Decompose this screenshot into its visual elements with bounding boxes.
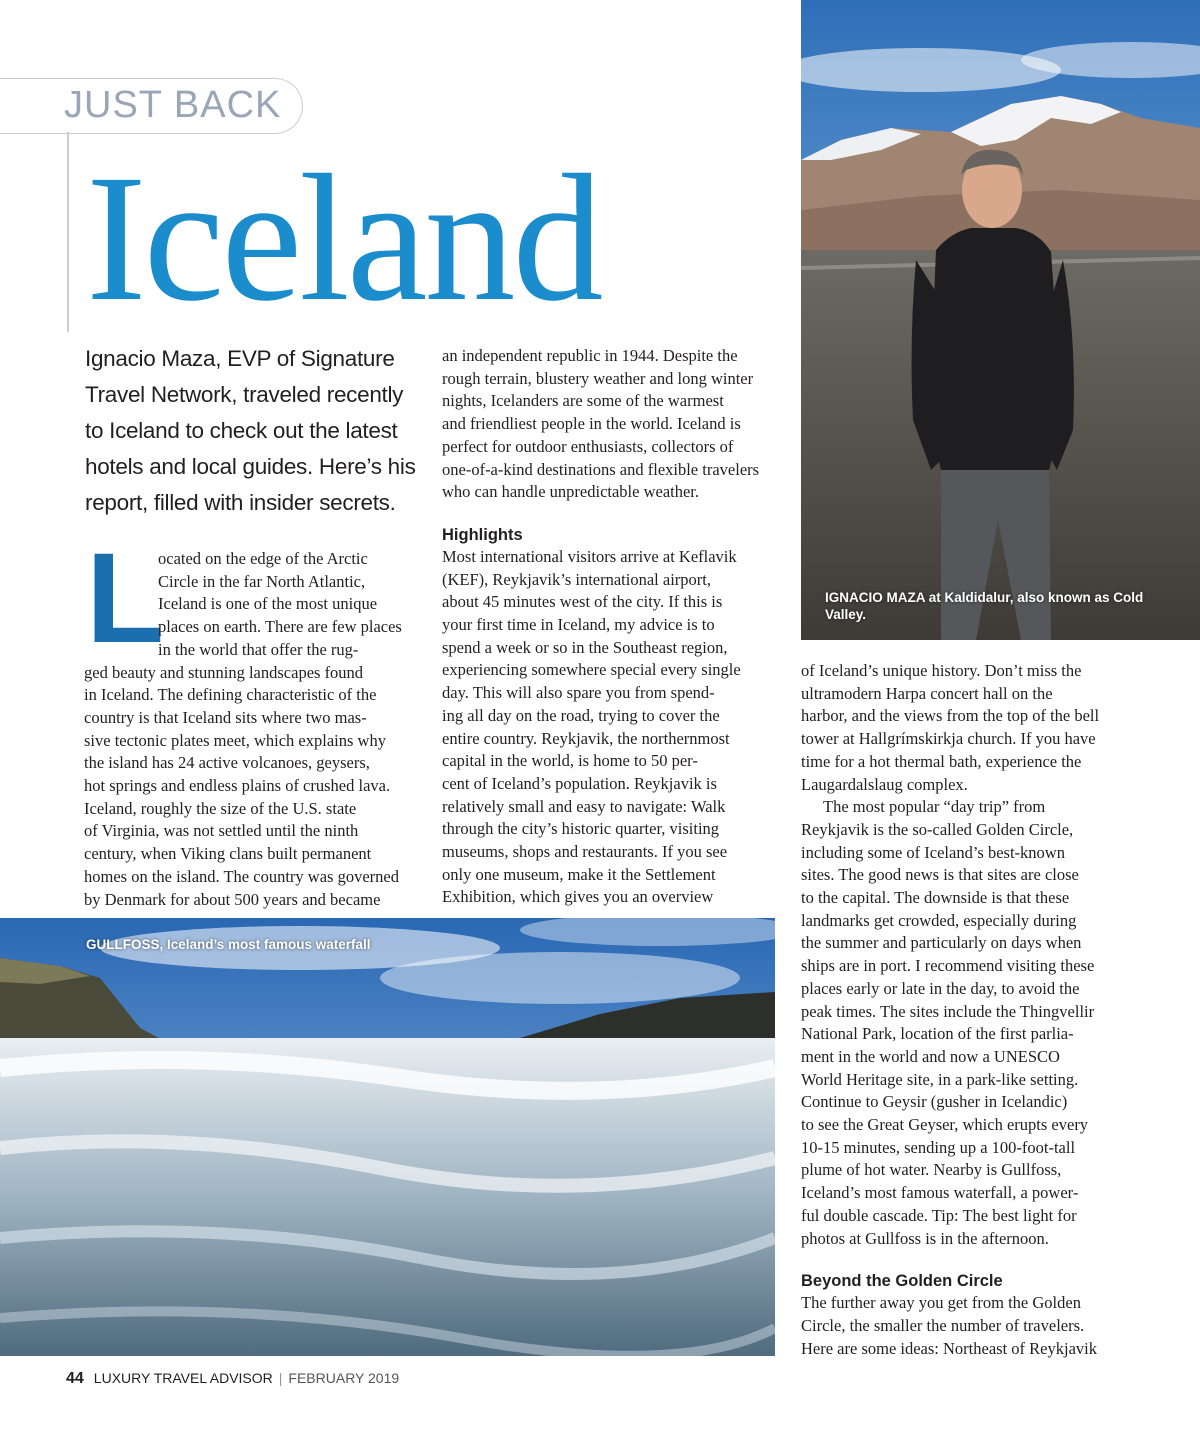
body-line: rough terrain, blustery weather and long winter	[442, 368, 754, 388]
body-line: nights, Icelanders are some of the warmest	[442, 391, 724, 411]
article-title: Iceland	[86, 138, 601, 339]
body-line: Most international visitors arrive at Keflavik	[442, 546, 737, 566]
deck-line: to Iceland to check out the latest	[85, 418, 398, 443]
body-line: perfect for outdoor enthusiasts, collectors of	[442, 436, 734, 456]
body-line: entire country. Reykjavik, the northernmost	[442, 728, 730, 748]
deck-line: Ignacio Maza, EVP of Signature	[85, 346, 395, 371]
body-line: an independent republic in 1944. Despite the	[442, 346, 738, 365]
footer-separator: |	[278, 1370, 283, 1386]
body-line: tower at Hallgrímskirkja church. If you have	[801, 729, 1096, 749]
page-number: 44	[66, 1370, 84, 1387]
body-line: the island has 24 active volcanoes, geysers,	[84, 753, 370, 773]
subhead-beyond-golden-circle: Beyond the Golden Circle	[801, 1272, 1003, 1291]
body-line: who can handle unpredictable weather.	[442, 482, 700, 502]
photo-ignacio-maza-image	[801, 0, 1200, 640]
photo-gullfoss-image	[0, 918, 775, 1356]
body-line: hot springs and endless plains of crushed lava.	[84, 776, 391, 796]
body-line: Laugardalslaug complex.	[801, 774, 968, 794]
body-line: peak times. The sites include the Thingvellir	[801, 1001, 1095, 1021]
body-line: Iceland’s most famous waterfall, a power-	[801, 1183, 1079, 1203]
body-line: 10-15 minutes, sending up a 100-foot-tall	[801, 1137, 1076, 1157]
photo-ignacio-maza	[801, 0, 1200, 640]
body-line: about 45 minutes west of the city. If this is	[442, 592, 723, 612]
body-line: Circle, the smaller the number of travelers.	[801, 1315, 1085, 1335]
body-line: century, when Viking clans built permanent	[84, 844, 372, 864]
body-line: one-of-a-kind destinations and flexible travelers	[442, 459, 760, 479]
body-line: ocated on the edge of the Arctic	[158, 549, 368, 568]
body-line: country is that Iceland sits where two mas-	[84, 707, 367, 727]
body-line: spend a week or so in the Southeast region,	[442, 637, 728, 657]
body-line: capital in the world, is home to 50 per-	[442, 751, 698, 771]
body-line: in the world that offer the rug-	[158, 639, 359, 659]
body-line: relatively small and easy to navigate: Walk	[442, 796, 726, 816]
article-deck	[85, 341, 425, 521]
issue-date: FEBRUARY 2019	[288, 1370, 400, 1386]
deck-line: Travel Network, traveled recently	[85, 382, 404, 407]
body-line: The further away you get from the Golden	[801, 1293, 1081, 1313]
body-line: places early or late in the day, to avoid the	[801, 978, 1080, 998]
body-line: National Park, location of the first parlia-	[801, 1024, 1074, 1044]
photo-gullfoss	[0, 918, 775, 1356]
body-line: only one museum, make it the Settlement	[442, 864, 716, 884]
body-line: of Virginia, was not settled until the ninth	[84, 821, 359, 841]
body-line: Reykjavik is the so-called Golden Circle,	[801, 819, 1074, 839]
body-column-3	[801, 660, 1141, 1360]
caption-ignacio-maza: IGNACIO MAZA at Kaldidalur, also known as Cold Valley.	[825, 590, 1144, 622]
body-line: your first time in Iceland, my advice is to	[442, 615, 715, 635]
body-line: of Iceland’s unique history. Don’t miss the	[801, 661, 1082, 680]
body-line: World Heritage site, in a park-like setting.	[801, 1069, 1079, 1089]
body-line: including some of Iceland’s best-known	[801, 842, 1065, 862]
drop-cap: L	[86, 527, 165, 670]
body-line: sive tectonic plates meet, which explains why	[84, 730, 386, 750]
body-line: to see the Great Geyser, which erupts every	[801, 1115, 1089, 1135]
body-line: Circle in the far North Atlantic,	[158, 571, 366, 591]
body-line: Exhibition, which gives you an overview	[442, 887, 714, 907]
body-line: Iceland, roughly the size of the U.S. state	[84, 798, 357, 818]
caption-gullfoss: GULLFOSS, Iceland’s most famous waterfall	[86, 937, 371, 952]
body-line: Here are some ideas: Northeast of Reykjavik	[801, 1338, 1097, 1358]
body-line: day. This will also spare you from spend-	[442, 683, 715, 703]
body-line: museums, shops and restaurants. If you see	[442, 842, 728, 862]
page-footer	[66, 1369, 399, 1388]
body-line: ultramodern Harpa concert hall on the	[801, 683, 1053, 703]
body-line: sites. The good news is that sites are close	[801, 865, 1079, 885]
body-line: ged beauty and stunning landscapes found	[84, 662, 364, 682]
body-line: homes on the island. The country was governed	[84, 866, 399, 886]
body-line: Iceland is one of the most unique	[158, 594, 378, 614]
body-line: to the capital. The downside is that these	[801, 888, 1070, 908]
body-line: (KEF), Reykjavik’s international airport,	[442, 569, 711, 589]
section-label: JUST BACK	[64, 84, 282, 126]
body-line: places on earth. There are few places	[158, 617, 402, 637]
body-column-1	[84, 527, 414, 911]
body-line: through the city’s historic quarter, visiting	[442, 819, 720, 839]
body-line: The most popular “day trip” from	[823, 797, 1046, 817]
body-line: and friendliest people in the world. Iceland is	[442, 414, 741, 434]
body-line: in Iceland. The defining characteristic of the	[84, 685, 377, 705]
body-column-2	[442, 345, 772, 909]
body-line: ships are in port. I recommend visiting these	[801, 956, 1095, 976]
body-line: Continue to Geysir (gusher in Icelandic)	[801, 1092, 1068, 1112]
body-line: ment in the world and now a UNESCO	[801, 1046, 1060, 1066]
deck-line: hotels and local guides. Here’s his	[85, 454, 416, 479]
title-rule	[67, 132, 69, 332]
body-line: photos at Gullfoss is in the afternoon.	[801, 1228, 1049, 1248]
body-line: plume of hot water. Nearby is Gullfoss,	[801, 1160, 1062, 1180]
deck-line: report, filled with insider secrets.	[85, 490, 396, 515]
subhead-highlights: Highlights	[442, 525, 523, 544]
body-line: time for a hot thermal bath, experience the	[801, 751, 1082, 771]
body-line: experiencing somewhere special every single	[442, 660, 741, 680]
body-line: ing all day on the road, trying to cover the	[442, 705, 720, 725]
body-line: landmarks get crowded, especially during	[801, 910, 1077, 930]
body-line: the summer and particularly on days when	[801, 933, 1082, 953]
publication-name: LUXURY TRAVEL ADVISOR	[93, 1370, 273, 1386]
body-line: harbor, and the views from the top of the bell	[801, 706, 1100, 726]
body-line: ful double cascade. Tip: The best light for	[801, 1205, 1077, 1225]
body-line: cent of Iceland’s population. Reykjavik is	[442, 773, 717, 793]
body-line: by Denmark for about 500 years and became	[84, 889, 381, 909]
